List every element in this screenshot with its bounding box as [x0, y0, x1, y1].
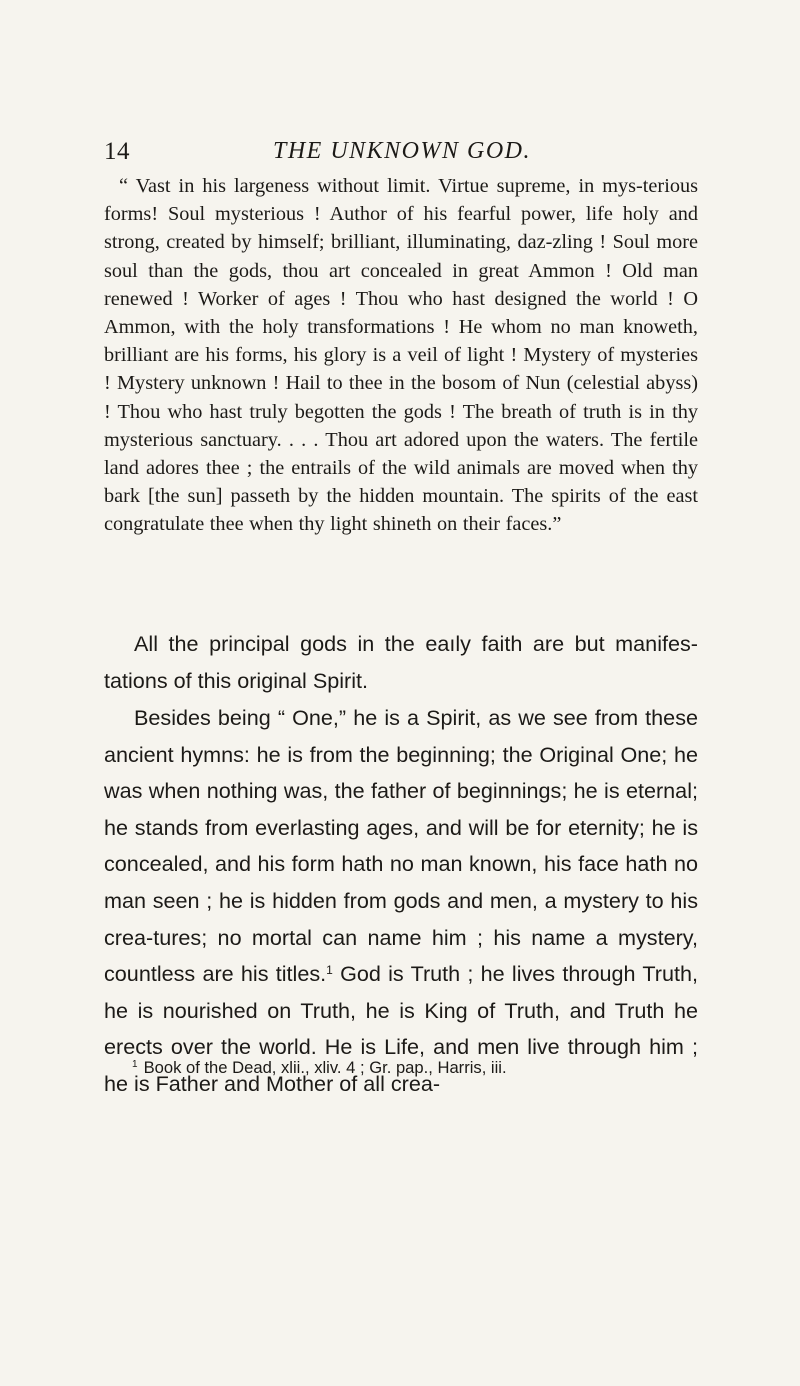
footnote	[132, 1057, 702, 1079]
footnote-text: Book of the Dead, xlii., xliv. 4 ; Gr. pap., Harris, iii.	[143, 1058, 507, 1077]
running-title: THE UNKNOWN GOD.	[272, 138, 532, 164]
page-number: 14	[104, 138, 130, 165]
footnote-reference[interactable]: 1	[326, 963, 333, 978]
paragraph-spirit-description	[104, 700, 698, 1103]
paragraph-principal-gods: All the principal gods in the eaıly faith are but manifes-tations of this original Spirit.	[104, 631, 698, 693]
paragraph-text-part-2: God is Truth ; he lives through Truth, he is nourished on Truth, he is King of Truth, and Truth he erects over the world. He is Life, and men live through him ; he is Father and Mother of all crea-	[104, 961, 699, 1096]
paragraph-text-part-1: Besides being “ One,” he is a Spirit, as we see from these ancient hymns: he is from the beginning; the Original One; he was when nothing was, the father of beginnings; he is eternal; he stands from everlasting ages, and will be for eternity; he is concealed, and his form hath no man known, his face hath no man seen ; he is hidden from gods and men, a mystery to his crea-tures; no mortal can name him ; his name a mystery, countless are his titles.	[104, 705, 698, 987]
hymn-quotation: “ Vast in his largeness without limit. Virtue supreme, in mys-terious forms! Soul mysterious ! Author of his fearful power, life holy and strong, created by himself; brilliant, illuminating, daz-zling ! Soul more soul than the gods, thou art concealed in great Ammon ! Old man renewed ! Worker of ages ! Thou who hast designed the world ! O Ammon, with the holy transformations ! He whom no man knoweth, brilliant are his forms, his glory is a veil of light ! Mystery of mysteries ! Mystery unknown ! Hail to thee in the bosom of Nun (celestial abyss) ! Thou who hast truly begotten the gods ! The breath of truth is in thy mysterious sanctuary. . . . Thou art adored upon the waters. The fertile land adores thee ; the entrails of the wild animals are moved when thy bark [the sun] passeth by the hidden mountain. The spirits of the east congratulate thee when thy light shineth on their faces.”	[104, 175, 698, 536]
footnote-mark: 1	[132, 1059, 138, 1070]
